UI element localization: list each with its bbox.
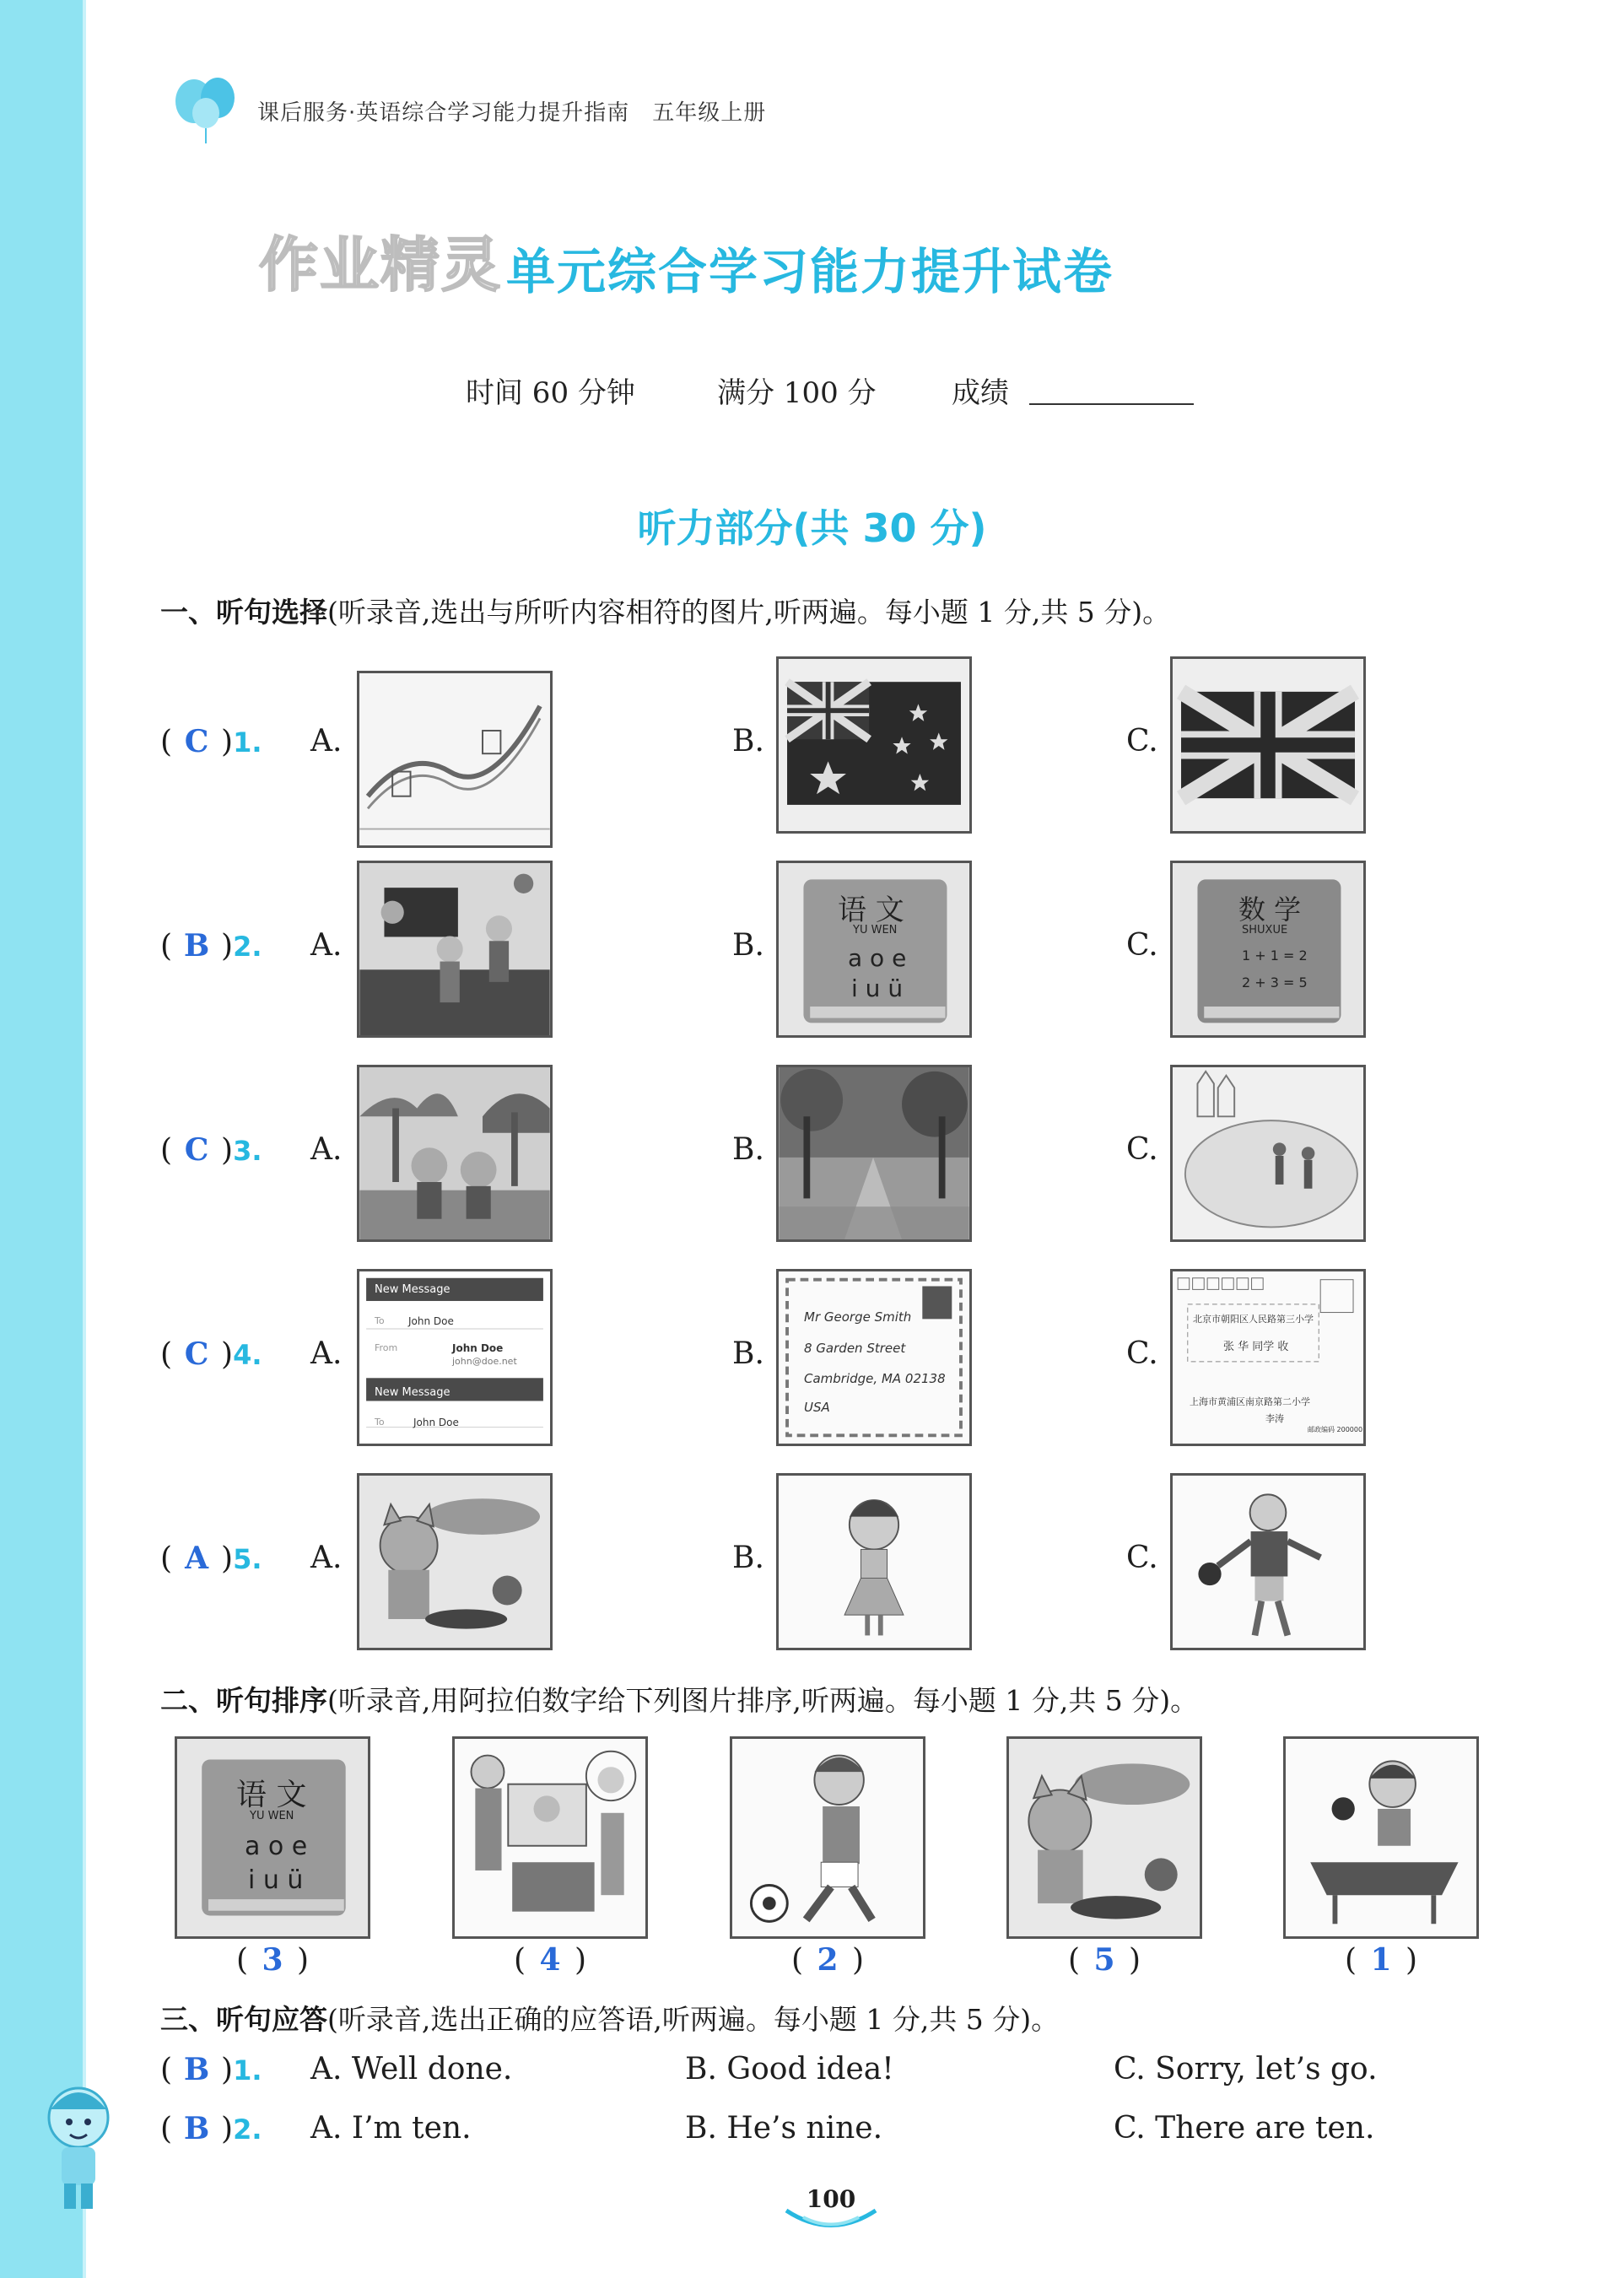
- order-picture-cats-eating[interactable]: [1006, 1736, 1202, 1939]
- response-question-1-number: 1.: [233, 2054, 262, 2086]
- australia-flag-picture[interactable]: [776, 656, 972, 834]
- question-3-number: 3.: [233, 1135, 262, 1167]
- response-question-2: ( B )2.: [160, 2111, 262, 2146]
- running-header: 课后服务·英语综合学习能力提升指南 五年级上册: [257, 100, 767, 126]
- score-label: 成绩: [952, 376, 1009, 410]
- question-2-number: 2.: [233, 931, 262, 963]
- option-a-label: A.: [310, 724, 343, 758]
- option-b-label: B.: [732, 1541, 764, 1575]
- envelope-line2: 8 Garden Street: [804, 1341, 906, 1356]
- question-1-number: 1.: [233, 726, 262, 758]
- option-c-label: C.: [1126, 1132, 1158, 1167]
- ice-skating-picture[interactable]: [1170, 1065, 1366, 1242]
- email-to-label: To: [375, 1315, 385, 1326]
- envelope-line4: USA: [804, 1400, 830, 1415]
- book-pinyin-text: YU WEN: [853, 924, 898, 937]
- question-5-number: 5.: [233, 1543, 262, 1575]
- time-limit: 时间 60 分钟: [466, 376, 635, 410]
- order-picture-girl-ping-pong[interactable]: [1283, 1736, 1479, 1939]
- part1-title: [160, 591, 1170, 630]
- side-decoration-band: [0, 0, 83, 2278]
- boy-ping-pong-picture[interactable]: [1170, 1473, 1366, 1650]
- email-to-label-2: To: [375, 1417, 385, 1428]
- response-option-a: A. I’m ten.: [310, 2111, 472, 2146]
- order-answer-3: ( 2 ): [790, 1942, 865, 1978]
- response-option-b: B. He’s nine.: [685, 2111, 883, 2146]
- order-answer-4: ( 5 ): [1067, 1942, 1141, 1978]
- title-watermark: 作业精灵: [259, 230, 502, 300]
- equation-line2: 2 + 3 = 5: [1242, 974, 1308, 991]
- option-b-label: B.: [732, 928, 764, 963]
- option-c-label: C.: [1126, 1541, 1158, 1575]
- music-dance-class-picture[interactable]: [357, 861, 553, 1038]
- question-3-answer[interactable]: C: [184, 1132, 209, 1168]
- envelope-cn-line2: 张 华 同学 收: [1223, 1341, 1289, 1353]
- full-score: 满分 100 分: [717, 376, 877, 410]
- option-a-label: A.: [310, 1336, 343, 1371]
- order-answer-value[interactable]: 5: [1093, 1942, 1115, 1978]
- equation-line1: 1 + 1 = 2: [1242, 947, 1308, 964]
- email-header-2: New Message: [375, 1386, 451, 1399]
- question-2-answer[interactable]: B: [183, 928, 210, 964]
- girl-singing-picture[interactable]: [776, 1473, 972, 1650]
- order-answer-value[interactable]: 1: [1370, 1942, 1392, 1978]
- balloons-icon: [169, 69, 245, 145]
- option-c-label: C.: [1126, 1336, 1158, 1371]
- order-picture-boy-football[interactable]: [730, 1736, 925, 1939]
- autumn-forest-picture[interactable]: [776, 1065, 972, 1242]
- book-pinyin-text: SHUXUE: [1242, 924, 1288, 937]
- question-4-label: ( C )4.: [160, 1336, 262, 1372]
- boy-mascot-icon: [32, 2076, 133, 2219]
- envelope-cn-line3: 上海市黄浦区南京路第二小学: [1190, 1396, 1310, 1407]
- option-b-label: B.: [732, 1132, 764, 1167]
- option-b-label: B.: [732, 724, 764, 758]
- book-vowels-line1: a o e: [245, 1832, 308, 1861]
- envelope-line3: Cambridge, MA 02138: [804, 1371, 946, 1386]
- envelope-line1: Mr George Smith: [804, 1309, 912, 1325]
- chinese-envelope-picture[interactable]: [1170, 1269, 1366, 1446]
- question-4-answer[interactable]: C: [184, 1336, 209, 1372]
- email-address: john@doe.net: [452, 1356, 517, 1367]
- part2-title-label: 二、听句排序: [160, 1684, 327, 1717]
- book-title-text: 语 文: [236, 1778, 307, 1812]
- book-title-text: 语 文: [838, 893, 904, 927]
- response-question-2-answer[interactable]: B: [183, 2111, 210, 2146]
- email-to-value-2: John Doe: [413, 1417, 459, 1428]
- page-title: 单元综合学习能力提升试卷: [506, 243, 1114, 300]
- listening-section-heading: 听力部分(共 30 分): [637, 505, 987, 551]
- page-number-decoration-icon: [778, 2202, 884, 2236]
- order-answer-1: ( 3 ): [235, 1942, 310, 1978]
- uk-flag-picture[interactable]: [1170, 656, 1366, 834]
- part3-title: [160, 1998, 1059, 2038]
- response-question-1-answer[interactable]: B: [183, 2052, 210, 2087]
- order-answer-2: ( 4 ): [513, 1942, 587, 1978]
- page-number: 100: [806, 2185, 856, 2213]
- email-header-1: New Message: [375, 1283, 451, 1296]
- question-1-answer[interactable]: C: [184, 724, 209, 759]
- envelope-cn-postcode: 邮政编码 200000: [1308, 1426, 1363, 1433]
- response-option-b: B. Good idea!: [685, 2052, 894, 2086]
- option-a-label: A.: [310, 1132, 343, 1167]
- english-envelope-picture[interactable]: [776, 1269, 972, 1446]
- part2-instruction: (听录音,用阿拉伯数字给下列图片排序,听两遍。每小题 1 分,共 5 分)。: [327, 1684, 1199, 1717]
- envelope-cn-line4: 李涛: [1265, 1413, 1284, 1424]
- maths-book-picture[interactable]: [1170, 861, 1366, 1038]
- score-blank[interactable]: [1029, 403, 1194, 405]
- order-answer-value[interactable]: 2: [817, 1942, 839, 1978]
- question-5-label: ( A )5.: [160, 1541, 262, 1576]
- side-decoration-edge: [83, 0, 86, 2278]
- option-c-label: C.: [1126, 928, 1158, 963]
- book-pinyin-text: YU WEN: [250, 1810, 294, 1822]
- option-a-label: A.: [310, 928, 343, 963]
- option-b-label: B.: [732, 1336, 764, 1371]
- response-option-a: A. Well done.: [310, 2052, 513, 2086]
- part3-title-label: 三、听句应答: [160, 2003, 327, 2036]
- email-from-value: John Doe: [452, 1342, 504, 1354]
- question-4-number: 4.: [233, 1339, 262, 1371]
- question-3-label: ( C )3.: [160, 1132, 262, 1168]
- order-picture-video-call[interactable]: [452, 1736, 648, 1939]
- book-vowels-line1: a o e: [848, 944, 907, 972]
- book-vowels-line2: i u ü: [248, 1865, 304, 1895]
- book-vowels-line2: i u ü: [851, 974, 904, 1002]
- part2-title: [160, 1679, 1198, 1719]
- email-to-value: John Doe: [408, 1315, 454, 1327]
- order-answer-value[interactable]: 4: [539, 1942, 561, 1978]
- order-answer-value[interactable]: 3: [262, 1942, 283, 1978]
- response-option-c: C. Sorry, let’s go.: [1114, 2052, 1378, 2086]
- question-5-answer[interactable]: A: [185, 1541, 209, 1576]
- envelope-cn-line1: 北京市朝阳区人民路第三小学: [1193, 1314, 1314, 1325]
- chinese-book-picture[interactable]: [776, 861, 972, 1038]
- response-question-2-number: 2.: [233, 2113, 262, 2146]
- part3-instruction: (听录音,选出正确的应答语,听两遍。每小题 1 分,共 5 分)。: [327, 2003, 1060, 2036]
- order-answer-5: ( 1 ): [1344, 1942, 1418, 1978]
- email-screen-picture[interactable]: [357, 1269, 553, 1446]
- option-c-label: C.: [1126, 724, 1158, 758]
- order-picture-chinese-book[interactable]: [175, 1736, 370, 1939]
- great-wall-picture[interactable]: [357, 671, 553, 848]
- question-1-label: ( C )1.: [160, 724, 262, 759]
- response-option-c: C. There are ten.: [1114, 2111, 1375, 2146]
- question-2-label: ( B )2.: [160, 928, 262, 964]
- option-a-label: A.: [310, 1541, 343, 1575]
- book-title-text: 数 学: [1238, 893, 1302, 926]
- part1-instruction: (听录音,选出与所听内容相符的图片,听两遍。每小题 1 分,共 5 分)。: [327, 596, 1171, 629]
- cats-eating-picture[interactable]: [357, 1473, 553, 1650]
- beach-kids-picture[interactable]: [357, 1065, 553, 1242]
- part1-title-label: 一、听句选择: [160, 596, 327, 629]
- response-question-1: ( B )1.: [160, 2052, 262, 2087]
- email-from-label: From: [375, 1342, 398, 1353]
